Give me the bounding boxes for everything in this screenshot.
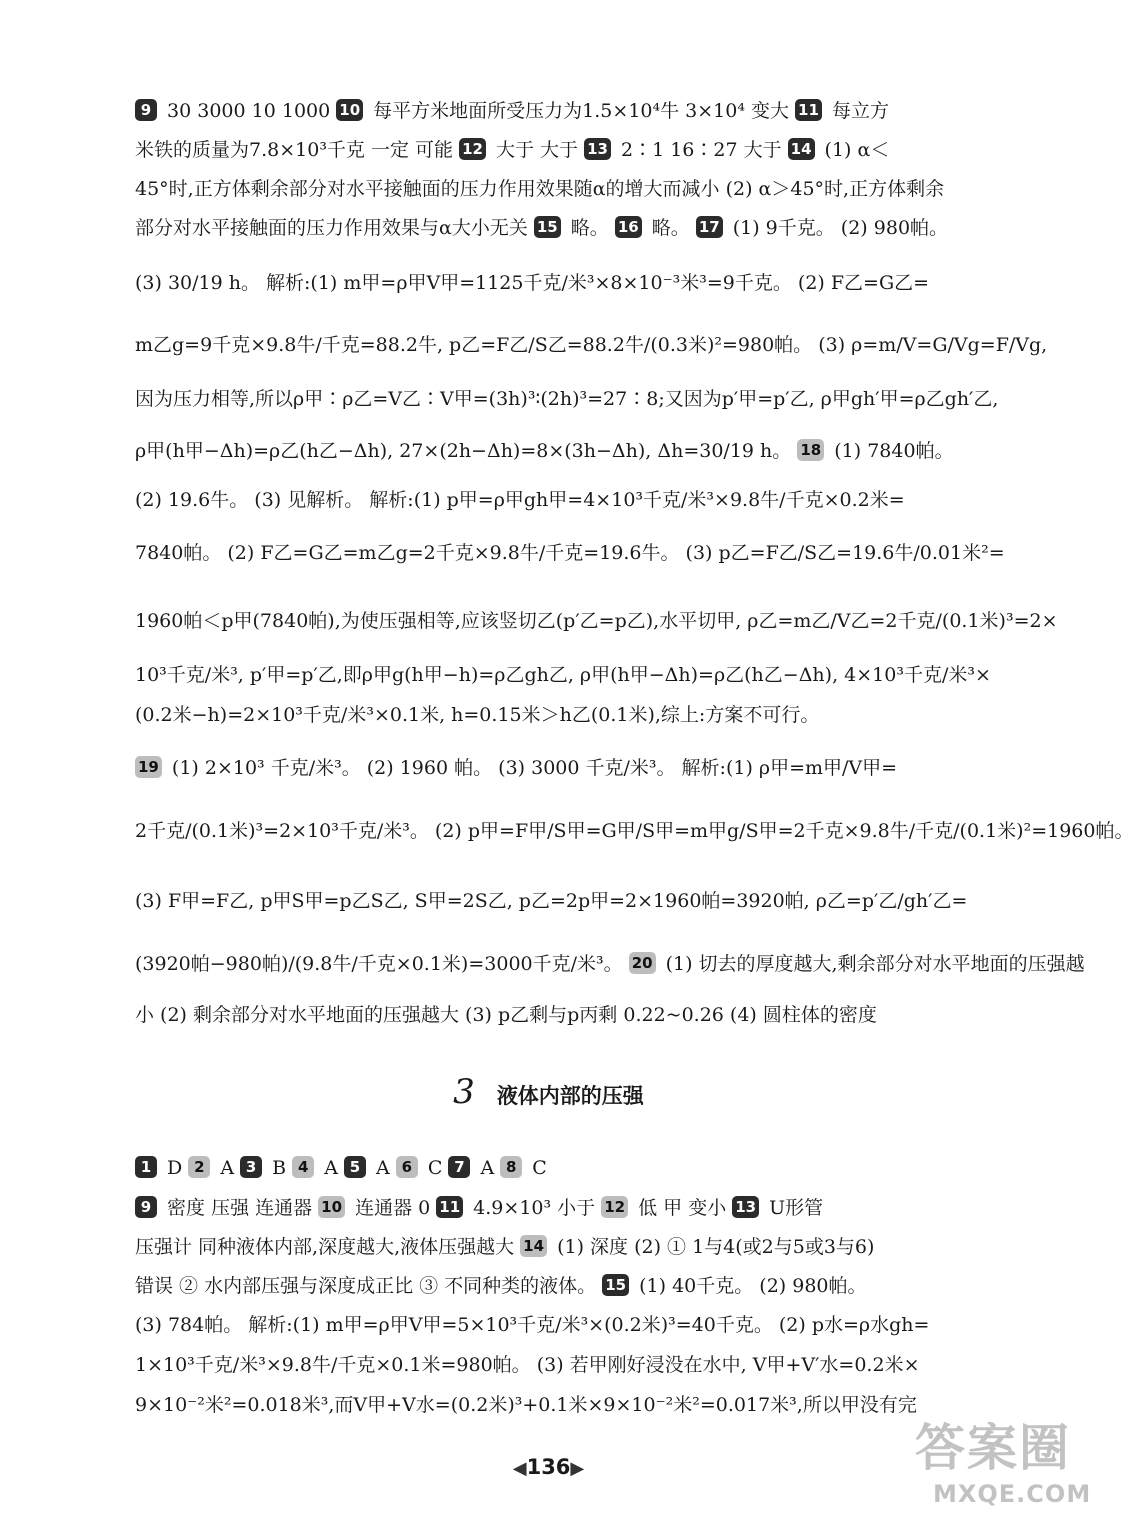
section-heading bbox=[0, 1072, 1097, 1112]
watermark-text: 答案圈 bbox=[915, 1419, 1071, 1477]
question-number-badge: 12 bbox=[459, 138, 486, 160]
question-number-badge: 12 bbox=[601, 1196, 628, 1218]
answer-line bbox=[135, 98, 1025, 124]
answer-text: (1) α＜ bbox=[818, 139, 890, 161]
answer-text: (3) 784帕。 解析:(1) m甲=ρ甲V甲=5×10³千克/米³×(0.2米)³=40千克。 (2) p水=ρ水gh= bbox=[135, 1314, 930, 1336]
answer-text: A bbox=[474, 1157, 501, 1179]
answer-line bbox=[135, 137, 1025, 163]
left-triangle-icon: ◀ bbox=[512, 1458, 527, 1479]
answer-text: (2) 19.6牛。 (3) 见解析。 解析:(1) p甲=ρ甲gh甲=4×10³千克/米³×9.8牛/千克×0.2米= bbox=[135, 489, 905, 511]
answer-text: A bbox=[318, 1157, 344, 1179]
answer-line bbox=[135, 438, 1025, 464]
answer-text: U形管 bbox=[763, 1197, 824, 1219]
answer-line bbox=[135, 1312, 1025, 1338]
answer-line bbox=[135, 215, 1025, 241]
answer-text: 每平方米地面所受压力为1.5×10⁴牛 3×10⁴ 变大 bbox=[367, 100, 796, 122]
section-title-text: 液体内部的压强 bbox=[496, 1084, 644, 1108]
question-number-badge: 13 bbox=[732, 1196, 759, 1218]
answer-line bbox=[135, 487, 1025, 513]
answer-line bbox=[135, 755, 1025, 781]
question-number-badge: 10 bbox=[336, 99, 363, 121]
question-number-badge: 14 bbox=[520, 1235, 547, 1257]
answer-line bbox=[135, 1392, 1025, 1418]
answer-text: (1) 7840帕。 bbox=[828, 440, 954, 462]
section-number: 3 bbox=[453, 1072, 475, 1112]
answer-text: (0.2米−h)=2×10³千克/米³×0.1米, h=0.15米＞h乙(0.1米),综上:方案不可行。 bbox=[135, 704, 820, 726]
question-number-badge: 1 bbox=[135, 1156, 157, 1178]
question-number-badge: 7 bbox=[448, 1156, 470, 1178]
question-number-badge: 16 bbox=[615, 216, 642, 238]
answer-text: 7840帕。 (2) F乙=G乙=m乙g=2千克×9.8牛/千克=19.6牛。 (3) p乙=F乙/S乙=19.6牛/0.01米²= bbox=[135, 542, 1005, 564]
answer-text: 略。 bbox=[564, 217, 615, 239]
answer-text: 米铁的质量为7.8×10³千克 一定 可能 bbox=[135, 139, 460, 161]
right-triangle-icon: ▶ bbox=[570, 1458, 585, 1479]
answer-text: D bbox=[161, 1157, 189, 1179]
answer-line bbox=[135, 818, 1133, 844]
question-number-badge: 6 bbox=[396, 1156, 418, 1178]
answer-text: 1×10³千克/米³×9.8牛/千克×0.1米=980帕。 (3) 若甲刚好浸没在水中, V甲+V′水=0.2米× bbox=[135, 1354, 920, 1376]
answer-text: 略。 bbox=[645, 217, 696, 239]
answer-text: (3) F甲=F乙, p甲S甲=p乙S乙, S甲=2S乙, p乙=2p甲=2×1960帕=3920帕, ρ乙=p′乙/gh′乙= bbox=[135, 890, 968, 912]
answer-text: 错误 ② 水内部压强与深度成正比 ③ 不同种类的液体。 bbox=[135, 1275, 603, 1297]
answer-text: (3920帕−980帕)/(9.8牛/千克×0.1米)=3000千克/米³。 bbox=[135, 953, 629, 975]
answer-line bbox=[135, 951, 1085, 977]
answer-line bbox=[135, 176, 1025, 202]
answer-text: 因为压力相等,所以ρ甲∶ρ乙=V乙∶V甲=(3h)³∶(2h)³=27∶8;又因为p′甲=p′乙, ρ甲gh′甲=ρ乙gh′乙, bbox=[135, 388, 999, 410]
question-number-badge: 20 bbox=[629, 952, 656, 974]
watermark-url: MXQE.COM bbox=[933, 1480, 1092, 1508]
answer-text: 2千克/(0.1米)³=2×10³千克/米³。 (2) p甲=F甲/S甲=G甲/S甲=m甲g/S甲=2千克×9.8牛/千克/(0.1米)²=1960帕。 bbox=[135, 820, 1133, 842]
answer-line bbox=[135, 888, 1025, 914]
question-number-badge: 18 bbox=[797, 439, 824, 461]
answer-text: 大于 大于 bbox=[489, 139, 585, 161]
answer-text: A bbox=[214, 1157, 241, 1179]
question-number-badge: 19 bbox=[135, 756, 162, 778]
answer-text: 小 (2) 剩余部分对水平地面的压强越大 (3) p乙剩与p丙剩 0.22~0.26 (4) 圆柱体的密度 bbox=[135, 1004, 877, 1026]
answer-line bbox=[135, 270, 1025, 296]
answer-text: 部分对水平接触面的压力作用效果与α大小无关 bbox=[135, 217, 534, 239]
question-number-badge: 9 bbox=[135, 99, 157, 121]
answer-text: 2∶1 16∶27 大于 bbox=[614, 139, 788, 161]
answer-line bbox=[135, 662, 1025, 688]
answer-line bbox=[135, 540, 1025, 566]
answer-line bbox=[135, 1195, 1025, 1221]
answer-line bbox=[135, 1273, 1025, 1299]
answer-text: 低 甲 变小 bbox=[632, 1197, 733, 1219]
question-number-badge: 3 bbox=[240, 1156, 262, 1178]
answer-line bbox=[135, 1002, 1025, 1028]
answer-text: C bbox=[421, 1157, 449, 1179]
answer-text: (1) 9千克。 (2) 980帕。 bbox=[726, 217, 949, 239]
question-number-badge: 17 bbox=[696, 216, 723, 238]
answer-text: ρ甲(h甲−Δh)=ρ乙(h乙−Δh), 27×(2h−Δh)=8×(3h−Δh), Δh=30/19 h。 bbox=[135, 440, 798, 462]
question-number-badge: 11 bbox=[795, 99, 822, 121]
answer-text: 每立方 bbox=[825, 100, 889, 122]
question-number-badge: 13 bbox=[584, 138, 611, 160]
answer-line bbox=[135, 1234, 1025, 1260]
answer-text: C bbox=[526, 1157, 547, 1179]
answer-text: 9×10⁻²米²=0.018米³,而V甲+V水=(0.2米)³+0.1米×9×10⁻²米²=0.017米³,所以甲没有完 bbox=[135, 1394, 917, 1416]
question-number-badge: 5 bbox=[344, 1156, 366, 1178]
answer-text: 4.9×10³ 小于 bbox=[467, 1197, 602, 1219]
answer-text: (1) 2×10³ 千克/米³。 (2) 1960 帕。 (3) 3000 千克/米³。 解析:(1) ρ甲=m甲/V甲= bbox=[165, 757, 898, 779]
answer-line bbox=[135, 1155, 1025, 1181]
answer-text: 10³千克/米³, p′甲=p′乙,即ρ甲g(h甲−h)=ρ乙gh乙, ρ甲(h甲−Δh)=ρ乙(h乙−Δh), 4×10³千克/米³× bbox=[135, 664, 991, 686]
answer-text: B bbox=[266, 1157, 293, 1179]
answer-text: 30 3000 10 1000 bbox=[161, 100, 337, 122]
question-number-badge: 15 bbox=[602, 1274, 629, 1296]
answer-line bbox=[135, 608, 1058, 634]
question-number-badge: 10 bbox=[318, 1196, 345, 1218]
answer-text: 连通器 0 bbox=[349, 1197, 437, 1219]
answer-text: (1) 深度 (2) ① 1与4(或2与5或3与6) bbox=[551, 1236, 875, 1258]
question-number-badge: 15 bbox=[534, 216, 561, 238]
question-number-badge: 4 bbox=[292, 1156, 314, 1178]
answer-line bbox=[135, 702, 1025, 728]
answer-line bbox=[135, 332, 1048, 358]
watermark-logo bbox=[915, 1408, 1090, 1528]
answer-text: m乙g=9千克×9.8牛/千克=88.2牛, p乙=F乙/S乙=88.2牛/(0.3米)²=980帕。 (3) ρ=m/V=G/Vg=F/Vg, bbox=[135, 334, 1048, 356]
answer-text: (1) 40千克。 (2) 980帕。 bbox=[633, 1275, 867, 1297]
answer-line bbox=[135, 386, 1025, 412]
answer-text: (1) 切去的厚度越大,剩余部分对水平地面的压强越 bbox=[659, 953, 1085, 975]
answer-line bbox=[135, 1352, 1025, 1378]
question-number-badge: 14 bbox=[788, 138, 815, 160]
question-number-badge: 9 bbox=[135, 1196, 157, 1218]
answer-text: A bbox=[369, 1157, 396, 1179]
answer-text: 压强计 同种液体内部,深度越大,液体压强越大 bbox=[135, 1236, 521, 1258]
answer-text: 1960帕＜p甲(7840帕),为使压强相等,应该竖切乙(p′乙=p乙),水平切甲, ρ乙=m乙/V乙=2千克/(0.1米)³=2× bbox=[135, 610, 1058, 632]
question-number-badge: 11 bbox=[436, 1196, 463, 1218]
question-number-badge: 8 bbox=[500, 1156, 522, 1178]
question-number-badge: 2 bbox=[188, 1156, 210, 1178]
answer-text: (3) 30/19 h。 解析:(1) m甲=ρ甲V甲=1125千克/米³×8×10⁻³米³=9千克。 (2) F乙=G乙= bbox=[135, 272, 930, 294]
answer-text: 密度 压强 连通器 bbox=[161, 1197, 319, 1219]
page-number-text: 136 bbox=[526, 1455, 571, 1479]
answer-text: 45°时,正方体剩余部分对水平接触面的压力作用效果随α的增大而减小 (2) α＞45°时,正方体剩余 bbox=[135, 178, 945, 200]
